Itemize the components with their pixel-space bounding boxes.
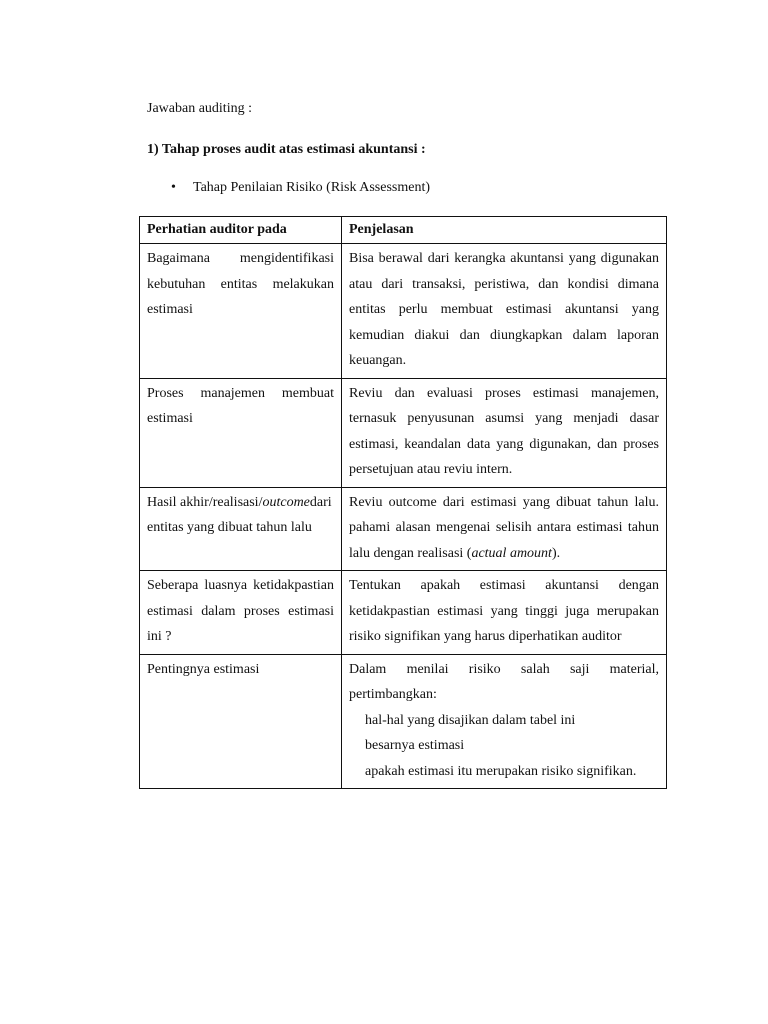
cell-penjelasan: [342, 654, 667, 789]
risk-assessment-table: [139, 216, 667, 789]
cell-italic-text: outcome: [262, 494, 310, 510]
list-item: apakah estimasi itu merupakan risiko signifikan.: [365, 763, 637, 779]
header-perhatian: Perhatian auditor pada: [140, 217, 342, 244]
cell-perhatian: Pentingnya estimasi: [140, 654, 342, 789]
cell-perhatian: Proses manajemen membuat estimasi: [140, 378, 342, 487]
table-row: [140, 487, 667, 571]
section-heading: 1) Tahap proses audit atas estimasi akuntansi :: [147, 142, 426, 157]
table-row: [140, 244, 667, 379]
cell-perhatian: Bagaimana mengidentifikasi kebutuhan entitas melakukan estimasi: [140, 244, 342, 379]
cell-italic-text: actual amount: [471, 545, 552, 561]
bullet-icon: •: [171, 180, 176, 195]
cell-perhatian: Seberapa luasnya ketidakpastian estimasi dalam proses estimasi ini ?: [140, 571, 342, 655]
list-item: besarnya estimasi: [365, 738, 465, 753]
cell-penjelasan: [342, 487, 667, 571]
table-row: [140, 654, 667, 789]
cell-text: dari entitas yang dibuat tahun lalu: [147, 494, 332, 535]
table-row: [140, 378, 667, 487]
cell-perhatian: [140, 487, 342, 571]
intro-text: Jawaban auditing :: [147, 101, 252, 116]
table-row: [140, 571, 667, 655]
cell-text: Reviu outcome dari estimasi yang dibuat tahun lalu. pahami alasan mengenai selisih antara estimasi tahun lalu dengan realisasi (: [349, 494, 659, 561]
list-item: hal-hal yang disajikan dalam tabel ini: [365, 712, 576, 728]
cell-penjelasan: Tentukan apakah estimasi akuntansi dengan ketidakpastian estimasi yang tinggi juga merupakan risiko signifikan yang harus diperhatikan auditor: [342, 571, 667, 655]
cell-text: ).: [551, 545, 561, 561]
table-header-row: [140, 217, 667, 244]
cell-penjelasan: Bisa berawal dari kerangka akuntansi yang digunakan atau dari transaksi, peristiwa, dan kondisi dimana entitas perlu membuat estimasi akuntansi yang kemudian diakui dan diungkapkan dalam laporan keuangan.: [342, 244, 667, 379]
cell-intro-text: Dalam menilai risiko salah saji material, pertimbangkan:: [349, 661, 659, 702]
cell-penjelasan: Reviu dan evaluasi proses estimasi manajemen, ternasuk penyusunan asumsi yang menjadi dasar estimasi, keandalan data yang digunakan, dan proses persetujuan atau reviu intern.: [342, 378, 667, 487]
bullet-text: Tahap Penilaian Risiko (Risk Assessment): [193, 180, 431, 195]
header-penjelasan: Penjelasan: [342, 217, 667, 244]
cell-text: Hasil akhir/realisasi/: [147, 494, 263, 510]
